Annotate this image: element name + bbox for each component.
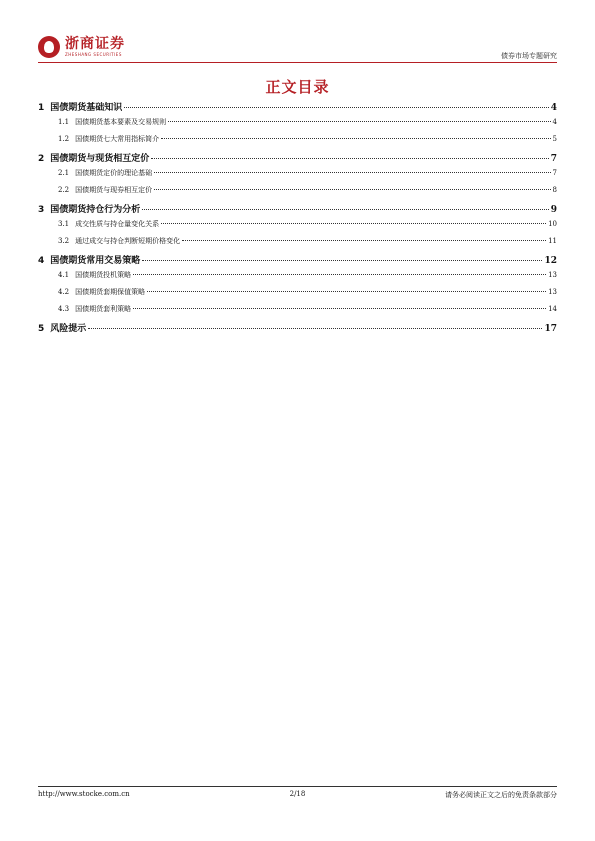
toc-entry-page: 13 (548, 271, 557, 279)
toc-entry-title: 国债期货基本要素及交易规则 (75, 118, 167, 126)
toc-entry-page: 4 (550, 103, 557, 113)
toc-entry-page: 9 (550, 205, 557, 215)
toc-entry-title: 国债期货投机策略 (75, 271, 132, 279)
toc-dot-leader (133, 274, 546, 275)
toc-dot-leader (88, 328, 542, 329)
toc-entry-title: 国债期货常用交易策略 (50, 256, 141, 266)
toc-subsection-entry[interactable] (38, 185, 557, 202)
toc-section-entry[interactable] (38, 151, 557, 168)
toc-entry-page: 17 (544, 324, 557, 334)
toc-entry-number: 4 (38, 256, 45, 266)
toc-dot-leader (142, 260, 542, 261)
toc-entry-page: 11 (548, 237, 557, 245)
toc-entry-title: 成交性质与持仓量变化关系 (75, 220, 160, 228)
toc-subsection-entry[interactable] (38, 117, 557, 134)
toc-subsection-entry[interactable] (38, 236, 557, 253)
company-logo (38, 36, 125, 58)
toc-dot-leader (142, 209, 548, 210)
toc-dot-leader (168, 121, 550, 122)
toc-entry-number: 2.1 (58, 169, 70, 177)
toc-entry-title: 通过成交与持仓判断短期价格变化 (75, 237, 181, 245)
page-footer (38, 786, 557, 804)
toc-entry-title: 国债期货基础知识 (50, 103, 123, 113)
toc-entry-title: 国债期货与现券相互定价 (75, 186, 153, 194)
toc-entry-number: 3.1 (58, 220, 70, 228)
header-divider (38, 62, 557, 63)
toc-section-entry[interactable] (38, 100, 557, 117)
toc-entry-title: 国债期货持仓行为分析 (50, 205, 141, 215)
toc-entry-number: 3.2 (58, 237, 70, 245)
toc-entry-page: 13 (548, 288, 557, 296)
toc-section-entry[interactable] (38, 321, 557, 338)
toc-entry-page: 8 (552, 186, 557, 194)
footer-divider (38, 786, 557, 787)
toc-entry-number: 4.2 (58, 288, 70, 296)
toc-title: 正文目录 (265, 78, 330, 96)
logo-brand-cn: 浙商证券 (65, 36, 125, 52)
toc-entry-page: 5 (552, 135, 557, 143)
toc-entry-page: 10 (548, 220, 557, 228)
toc-dot-leader (133, 308, 546, 309)
toc-subsection-entry[interactable] (38, 287, 557, 304)
toc-entry-title: 国债期货套期保值策略 (75, 288, 146, 296)
toc-entry-number: 1 (38, 103, 45, 113)
toc-section-entry[interactable] (38, 202, 557, 219)
toc-entry-number: 2 (38, 154, 45, 164)
toc-dot-leader (124, 107, 548, 108)
toc-subsection-entry[interactable] (38, 134, 557, 151)
logo-brand-en: ZHESHANG SECURITIES (65, 52, 122, 57)
toc-dot-leader (151, 158, 548, 159)
toc-dot-leader (154, 189, 550, 190)
toc-entry-number: 5 (38, 324, 45, 334)
toc-section-entry[interactable] (38, 253, 557, 270)
toc-entry-title: 国债期货与现货相互定价 (50, 154, 150, 164)
toc-entry-number: 1.2 (58, 135, 70, 143)
toc-entry-page: 12 (544, 256, 557, 266)
toc-subsection-entry[interactable] (38, 219, 557, 236)
toc-subsection-entry[interactable] (38, 168, 557, 185)
toc-entry-number: 4.1 (58, 271, 70, 279)
page-header (38, 36, 557, 64)
toc-dot-leader (154, 172, 550, 173)
toc-entry-title: 国债期货套利策略 (75, 305, 132, 313)
toc-entry-page: 7 (550, 154, 557, 164)
toc-entry-page: 4 (552, 118, 557, 126)
toc-entry-title: 国债期货定价的理论基础 (75, 169, 153, 177)
toc-dot-leader (161, 138, 550, 139)
toc-entry-number: 1.1 (58, 118, 70, 126)
footer-disclaimer: 请务必阅读正文之后的免责条款部分 (445, 791, 557, 799)
logo-mark-icon (38, 36, 60, 58)
toc-entry-number: 2.2 (58, 186, 70, 194)
toc-dot-leader (161, 223, 546, 224)
footer-url-link[interactable]: http://www.stocke.com.cn (38, 790, 130, 798)
toc-entry-title: 国债期货七大常用指标简介 (75, 135, 160, 143)
toc-entry-number: 3 (38, 205, 45, 215)
toc-subsection-entry[interactable] (38, 270, 557, 287)
footer-page-number: 2/18 (289, 790, 306, 798)
toc-entry-page: 7 (552, 169, 557, 177)
toc-entry-number: 4.3 (58, 305, 70, 313)
toc-entry-title: 风险提示 (50, 324, 87, 334)
toc-subsection-entry[interactable] (38, 304, 557, 321)
report-type: 债券市场专题研究 (501, 52, 557, 60)
table-of-contents (38, 100, 557, 338)
toc-dot-leader (147, 291, 546, 292)
toc-entry-page: 14 (548, 305, 557, 313)
toc-dot-leader (182, 240, 546, 241)
